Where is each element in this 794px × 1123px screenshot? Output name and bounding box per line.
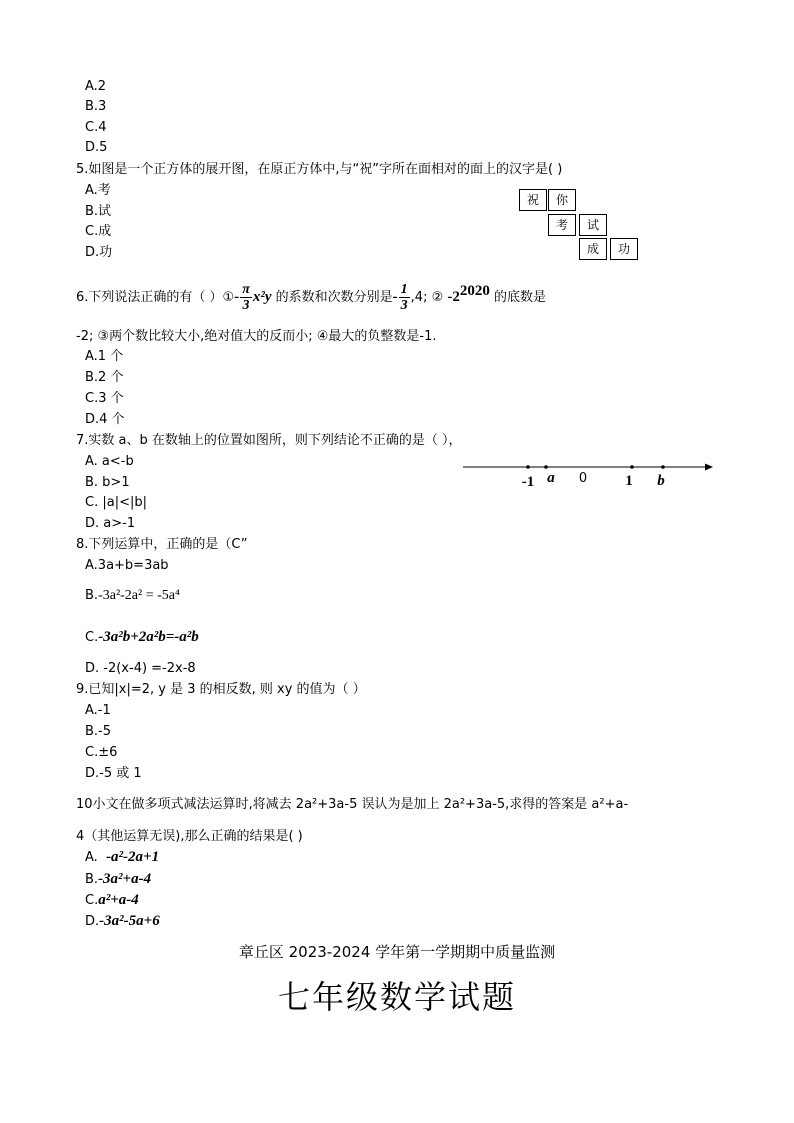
q8-option-b-expr: -3a²-2a² = -5a⁴ [98,588,180,603]
q6-option-d: D.4 个 [85,412,125,427]
q6-term: x²y [252,289,272,305]
net-cell-4: 试 [579,214,607,236]
q6-minus: - [234,289,240,305]
q10-option-c-label: C. [85,893,99,908]
fraction-denominator: 3 [242,298,250,313]
net-cell-2: 你 [548,189,576,211]
q10-option-a-expr: -a²-2a+1 [106,849,160,865]
q10-option-d [85,912,160,931]
net-cell-6: 功 [610,238,638,260]
one-third-fraction [399,282,410,313]
q9-option-c: C.±6 [85,745,118,760]
q8-option-c-label: C. [85,630,99,645]
fraction-denominator: 3 [400,298,408,313]
q10-option-a [85,848,159,867]
q10-stem-line1: 10小文在做多项式减法运算时,将减去 2a²+3a-5 误认为是加上 2a²+3a-5,求得的答案是 a²+a- [76,797,629,812]
q8-option-c [85,628,199,647]
q8-option-b [85,587,180,605]
q10-option-a-label: A. [85,850,107,865]
q9-option-a: A.-1 [85,703,111,718]
q5-stem: 5.如图是一个正方体的展开图，在原正方体中,与“祝”字所在面相对的面上的汉字是( ) [76,162,563,177]
q10-option-b-expr: -3a²+a-4 [98,871,152,887]
q9-option-d: D.-5 或 1 [85,766,142,781]
q6-stem-part-d: 的底数是 [489,290,547,305]
q10-option-b [85,870,151,889]
q4-option-b: B.3 [85,99,107,114]
q5-option-c: C.成 [85,224,112,239]
q4-option-d: D.5 [85,140,108,155]
q4-option-a: A.2 [85,79,107,94]
number-line-figure [460,455,720,495]
q8-option-c-expr: -3a²b+2a²b=-a²b [98,629,199,645]
label-one: 1 [625,473,633,489]
q6-stem [76,282,546,313]
q8-option-d: D. -2(x-4) =-2x-8 [85,661,196,676]
q5-option-b: B.试 [85,204,112,219]
q8-option-a: A.3a+b=3ab [85,558,169,573]
point-neg-one [526,465,530,469]
pi-over-3-fraction [240,282,252,313]
q6-power-base: -2 [447,289,460,305]
q5-option-d: D.功 [85,245,113,260]
net-cell-5: 成 [579,238,607,260]
q7-option-c: C. |a|<|b| [85,495,147,510]
label-b: b [657,473,665,489]
q7-stem: 7.实数 a、b 在数轴上的位置如图所，则下列结论不正确的是（ ）， [76,433,462,448]
fraction-numerator: π [242,282,250,297]
q8-stem: 8.下列运算中，正确的是（C” [76,537,248,552]
q10-option-b-label: B. [85,872,99,887]
q10-option-c [85,891,139,910]
q10-stem-line2: 4（其他运算无误),那么正确的结果是( ) [76,829,303,844]
q6-stem-line2: -2; ③两个数比较大小,绝对值大的反而小; ④最大的负整数是-1. [76,329,437,344]
q10-option-c-expr: a²+a-4 [98,892,139,908]
q9-option-b: B.-5 [85,724,112,739]
number-line-arrow [705,464,713,471]
q6-power-exponent: 2020 [459,283,490,299]
q10-option-d-label: D. [85,914,100,929]
point-b [661,465,665,469]
q6-stem-part-a: 6.下列说法正确的有（ ）① [76,290,235,305]
label-neg-one: -1 [521,474,535,490]
q6-option-b: B.2 个 [85,370,124,385]
q6-option-c: C.3 个 [85,391,124,406]
label-a: a [547,470,555,486]
q6-stem-part-c: ,4; ② [410,290,448,305]
net-cell-3: 考 [548,214,576,236]
q7-option-d: D. a>-1 [85,516,136,531]
q6-neg: - [392,289,398,305]
exam-header-subtitle: 章丘区 2023-2024 学年第一学期期中质量监测 [238,943,556,961]
q6-option-a: A.1 个 [85,349,124,364]
q10-option-d-expr: -3a²-5a+6 [99,913,160,929]
point-a [544,465,548,469]
label-zero: 0 [578,471,588,486]
net-cell-1: 祝 [519,189,547,211]
q7-option-a: A. a<-b [85,454,134,469]
q5-option-a: A.考 [85,183,111,198]
q9-stem: 9.已知|x|=2, y 是 3 的相反数, 则 xy 的值为（ ） [76,682,366,697]
q8-option-b-label: B. [85,588,99,603]
fraction-numerator: 1 [400,282,408,297]
point-one [630,465,634,469]
q4-option-c: C.4 [85,120,107,135]
q6-stem-part-b: 的系数和次数分别是 [275,290,393,305]
exam-title: 七年级数学试题 [277,978,516,1016]
q7-option-b: B. b>1 [85,475,130,490]
